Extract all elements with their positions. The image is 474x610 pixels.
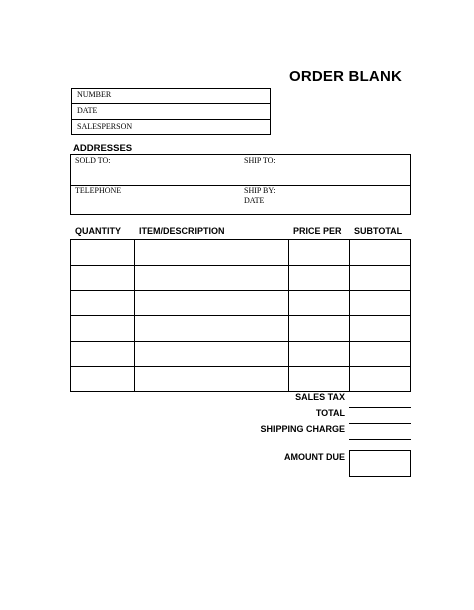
- total-line[interactable]: [349, 423, 411, 424]
- shipping-charge-label: SHIPPING CHARGE: [260, 424, 345, 434]
- addresses-heading: ADDRESSES: [73, 143, 133, 154]
- page-title: ORDER BLANK: [289, 68, 403, 85]
- order-info-box: [71, 88, 271, 135]
- addresses-box: [70, 154, 411, 215]
- date-label: DATE: [77, 106, 98, 115]
- divider: [72, 119, 270, 120]
- number-label: NUMBER: [77, 90, 112, 99]
- row-divider: [71, 341, 410, 342]
- salesperson-field[interactable]: [72, 122, 270, 131]
- column-header-quantity: QUANTITY: [75, 226, 121, 236]
- ship-by-label: SHIP BY:: [244, 186, 276, 195]
- amount-due-box[interactable]: [349, 450, 411, 477]
- telephone-field[interactable]: [75, 186, 121, 195]
- ship-date-label: DATE: [244, 196, 265, 205]
- telephone-label: TELEPHONE: [75, 186, 122, 195]
- sold-to-field[interactable]: [75, 156, 111, 165]
- ship-to-field[interactable]: [244, 156, 276, 165]
- row-divider: [71, 290, 410, 291]
- row-divider: [71, 366, 410, 367]
- shipping-charge-line[interactable]: [349, 439, 411, 440]
- sales-tax-line[interactable]: [349, 407, 411, 408]
- number-field[interactable]: [72, 90, 270, 99]
- sold-to-label: SOLD TO:: [75, 156, 111, 165]
- date-field[interactable]: [72, 106, 270, 115]
- sales-tax-label: SALES TAX: [295, 392, 345, 402]
- divider: [71, 185, 410, 186]
- divider: [72, 103, 270, 104]
- ship-date-field[interactable]: [244, 196, 264, 205]
- total-label: TOTAL: [315, 408, 345, 418]
- ship-by-field[interactable]: [244, 186, 276, 195]
- ship-to-label: SHIP TO:: [244, 156, 276, 165]
- column-header-subtotal: SUBTOTAL: [354, 226, 403, 236]
- column-header-item-description: ITEM/DESCRIPTION: [139, 226, 225, 236]
- column-header-price-per: PRICE PER: [293, 226, 342, 236]
- row-divider: [71, 315, 410, 316]
- items-table: [70, 239, 411, 392]
- amount-due-label: AMOUNT DUE: [284, 452, 345, 462]
- row-divider: [71, 265, 410, 266]
- salesperson-label: SALESPERSON: [77, 122, 133, 131]
